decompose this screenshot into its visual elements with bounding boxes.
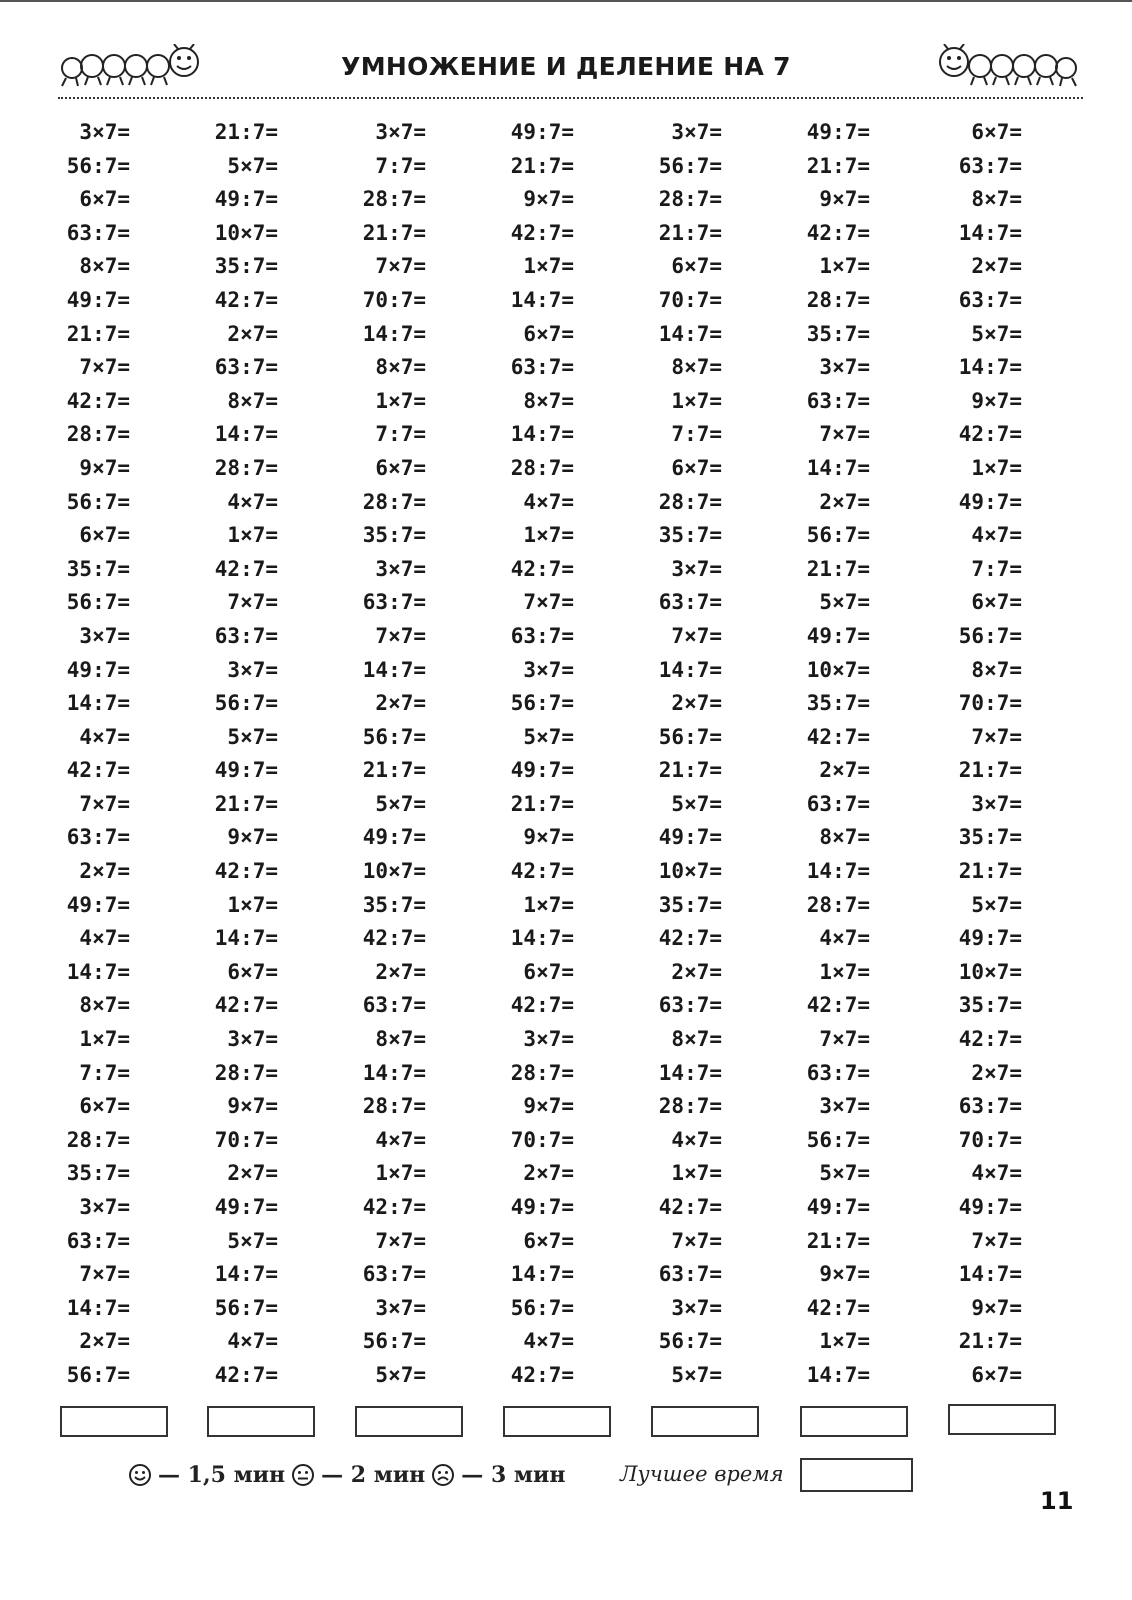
exercise-item: 49:7=: [958, 1195, 1022, 1219]
exercise-item: 63:7=: [958, 1094, 1022, 1119]
exercise-item: 3×7=: [971, 791, 1022, 816]
exercise-item: 14:7=: [362, 1060, 426, 1085]
exercise-item: 5×7=: [375, 791, 426, 816]
exercise-item: 2×7=: [971, 1060, 1022, 1085]
exercise-item: 49:7=: [362, 825, 426, 850]
exercise-item: 9×7=: [819, 1262, 870, 1287]
exercise-item: 1×7=: [375, 388, 426, 413]
exercise-item: 9×7=: [523, 187, 574, 212]
exercise-item: 2×7=: [971, 254, 1022, 279]
exercise-item: 7:7=: [671, 422, 722, 447]
exercise-item: 63:7=: [214, 623, 278, 648]
exercise-item: 49:7=: [214, 758, 278, 783]
exercise-item: 5×7=: [227, 724, 278, 749]
exercise-item: 42:7=: [658, 1195, 722, 1219]
exercise-item: 56:7=: [66, 489, 130, 514]
exercise-item: 63:7=: [658, 1262, 722, 1287]
exercise-item: 70:7=: [658, 287, 722, 312]
exercise-item: 3×7=: [671, 556, 722, 581]
exercise-item: 14:7=: [214, 926, 278, 951]
exercise-item: 5×7=: [523, 724, 574, 749]
exercise-item: 21:7=: [658, 758, 722, 783]
exercise-item: 1×7=: [819, 959, 870, 984]
exercise-item: 3×7=: [79, 623, 130, 648]
exercise-item: 14:7=: [510, 1262, 574, 1287]
exercise-item: 42:7=: [214, 993, 278, 1018]
exercise-item: 21:7=: [66, 321, 130, 346]
exercise-item: 14:7=: [362, 657, 426, 682]
exercise-item: 4×7=: [375, 1127, 426, 1152]
exercise-item: 3×7=: [819, 1094, 870, 1119]
exercise-item: 63:7=: [362, 1262, 426, 1287]
exercise-item: 49:7=: [806, 1195, 870, 1219]
exercise-item: 7×7=: [523, 590, 574, 615]
exercise-item: 14:7=: [66, 691, 130, 716]
exercise-item: 1×7=: [227, 892, 278, 917]
answer-box-7[interactable]: [948, 1404, 1056, 1435]
exercise-item: 10×7=: [658, 859, 722, 884]
exercise-item: 8×7=: [227, 388, 278, 413]
answer-box-4[interactable]: [503, 1406, 611, 1437]
exercise-item: 28:7=: [510, 1060, 574, 1085]
exercise-item: 6×7=: [971, 1362, 1022, 1387]
exercise-item: 21:7=: [510, 153, 574, 178]
exercise-item: 7×7=: [971, 724, 1022, 749]
exercise-item: 1×7=: [79, 1027, 130, 1052]
exercise-item: 56:7=: [362, 724, 426, 749]
exercise-item: 28:7=: [66, 1127, 130, 1152]
exercise-item: 9×7=: [819, 187, 870, 212]
exercise-item: 49:7=: [510, 1195, 574, 1219]
exercise-item: 14:7=: [658, 657, 722, 682]
exercise-item: 4×7=: [227, 489, 278, 514]
exercise-item: 3×7=: [79, 1195, 130, 1219]
exercise-column: [478, 116, 574, 1393]
exercise-item: 28:7=: [362, 187, 426, 212]
exercise-item: 28:7=: [658, 187, 722, 212]
neutral-time-label: — 2 мин: [321, 1462, 426, 1488]
exercise-item: 4×7=: [971, 523, 1022, 548]
time-legend: [128, 1462, 565, 1488]
exercise-item: 35:7=: [658, 523, 722, 548]
exercise-item: 63:7=: [658, 993, 722, 1018]
exercise-item: 49:7=: [510, 758, 574, 783]
exercise-item: 10×7=: [806, 657, 870, 682]
exercise-item: 7×7=: [819, 1027, 870, 1052]
exercise-item: 3×7=: [523, 657, 574, 682]
exercise-item: 49:7=: [510, 120, 574, 144]
exercise-item: 56:7=: [214, 1295, 278, 1320]
exercise-item: 14:7=: [510, 287, 574, 312]
exercise-item: 63:7=: [958, 153, 1022, 178]
exercise-item: 6×7=: [671, 254, 722, 279]
exercise-item: 1×7=: [671, 388, 722, 413]
exercise-item: 56:7=: [806, 1127, 870, 1152]
exercise-item: 2×7=: [671, 691, 722, 716]
exercise-item: 7:7=: [375, 153, 426, 178]
exercise-item: 4×7=: [523, 489, 574, 514]
header-divider: [58, 97, 1083, 99]
exercise-item: 49:7=: [806, 120, 870, 144]
exercise-column: [774, 116, 870, 1393]
exercise-item: 56:7=: [510, 1295, 574, 1320]
exercise-item: 3×7=: [523, 1027, 574, 1052]
exercise-item: 42:7=: [958, 422, 1022, 447]
exercise-item: 6×7=: [971, 120, 1022, 144]
exercise-item: 56:7=: [362, 1329, 426, 1354]
exercise-item: 9×7=: [227, 825, 278, 850]
sad-face-icon: [431, 1463, 455, 1487]
exercise-item: 42:7=: [510, 993, 574, 1018]
exercise-item: 42:7=: [958, 1027, 1022, 1052]
exercise-item: 63:7=: [66, 1228, 130, 1253]
exercise-item: 9×7=: [523, 825, 574, 850]
exercise-item: 14:7=: [658, 1060, 722, 1085]
exercise-item: 56:7=: [958, 623, 1022, 648]
exercise-item: 42:7=: [510, 220, 574, 245]
answer-box-2[interactable]: [207, 1406, 315, 1437]
exercise-item: 70:7=: [214, 1127, 278, 1152]
exercise-item: 9×7=: [523, 1094, 574, 1119]
exercise-item: 6×7=: [79, 187, 130, 212]
exercise-item: 9×7=: [971, 1295, 1022, 1320]
exercise-item: 28:7=: [214, 455, 278, 480]
exercise-item: 21:7=: [958, 859, 1022, 884]
exercise-item: 70:7=: [510, 1127, 574, 1152]
exercise-item: 4×7=: [671, 1127, 722, 1152]
exercise-item: 14:7=: [66, 959, 130, 984]
answer-box-1[interactable]: [60, 1406, 168, 1437]
happy-time-label: — 1,5 мин: [158, 1462, 286, 1488]
exercise-item: 21:7=: [214, 791, 278, 816]
exercise-item: 56:7=: [658, 724, 722, 749]
exercise-item: 7×7=: [671, 1228, 722, 1253]
exercise-item: 1×7=: [375, 1161, 426, 1186]
exercise-item: 28:7=: [362, 489, 426, 514]
exercise-item: 35:7=: [362, 892, 426, 917]
exercise-item: 8×7=: [819, 825, 870, 850]
exercise-item: 28:7=: [510, 455, 574, 480]
exercise-item: 28:7=: [214, 1060, 278, 1085]
exercise-item: 14:7=: [806, 455, 870, 480]
exercise-column: [182, 116, 278, 1393]
exercise-item: 42:7=: [362, 1195, 426, 1219]
exercise-item: 6×7=: [671, 455, 722, 480]
exercise-column: [330, 116, 426, 1393]
exercise-item: 4×7=: [971, 1161, 1022, 1186]
exercise-item: 3×7=: [375, 556, 426, 581]
exercise-item: 7×7=: [79, 791, 130, 816]
exercise-item: 14:7=: [958, 355, 1022, 380]
exercise-item: 4×7=: [819, 926, 870, 951]
page-title: УМНОЖЕНИЕ И ДЕЛЕНИЕ НА 7: [341, 52, 791, 81]
exercise-item: 70:7=: [958, 691, 1022, 716]
exercise-column: [626, 116, 722, 1393]
exercise-column: [34, 116, 130, 1393]
exercise-item: 14:7=: [958, 1262, 1022, 1287]
exercise-item: 21:7=: [806, 153, 870, 178]
exercise-item: 7×7=: [375, 623, 426, 648]
exercise-item: 14:7=: [658, 321, 722, 346]
exercise-item: 35:7=: [658, 892, 722, 917]
exercise-item: 1×7=: [819, 254, 870, 279]
exercise-item: 42:7=: [214, 556, 278, 581]
page-number: 11: [1040, 1487, 1074, 1515]
exercise-item: 4×7=: [79, 926, 130, 951]
exercise-item: 7×7=: [819, 422, 870, 447]
exercise-item: 28:7=: [658, 489, 722, 514]
exercise-item: 42:7=: [658, 926, 722, 951]
exercise-item: 1×7=: [523, 523, 574, 548]
exercise-item: 28:7=: [66, 422, 130, 447]
exercise-item: 7×7=: [375, 254, 426, 279]
exercise-item: 6×7=: [79, 1094, 130, 1119]
exercise-item: 56:7=: [658, 1329, 722, 1354]
exercise-item: 7×7=: [79, 355, 130, 380]
exercise-item: 7×7=: [671, 623, 722, 648]
exercise-item: 5×7=: [971, 321, 1022, 346]
exercise-item: 35:7=: [958, 993, 1022, 1018]
exercise-item: 21:7=: [806, 556, 870, 581]
exercise-item: 2×7=: [819, 758, 870, 783]
exercise-item: 14:7=: [214, 422, 278, 447]
exercise-item: 42:7=: [806, 993, 870, 1018]
exercise-item: 5×7=: [671, 1362, 722, 1387]
best-time-box[interactable]: [800, 1458, 913, 1492]
exercise-item: 5×7=: [819, 590, 870, 615]
exercise-item: 2×7=: [671, 959, 722, 984]
exercise-item: 63:7=: [362, 993, 426, 1018]
exercise-item: 1×7=: [523, 892, 574, 917]
exercise-item: 3×7=: [227, 657, 278, 682]
caterpillar-right-icon: [930, 44, 1080, 92]
happy-face-icon: [128, 1463, 152, 1487]
exercise-item: 8×7=: [671, 1027, 722, 1052]
exercise-item: 14:7=: [806, 859, 870, 884]
exercise-item: 3×7=: [375, 120, 426, 144]
exercise-item: 42:7=: [66, 388, 130, 413]
exercise-item: 63:7=: [958, 287, 1022, 312]
exercise-item: 5×7=: [227, 153, 278, 178]
neutral-face-icon: [291, 1463, 315, 1487]
exercise-column: [926, 116, 1022, 1393]
exercise-item: 28:7=: [806, 892, 870, 917]
exercise-item: 5×7=: [375, 1362, 426, 1387]
exercise-item: 14:7=: [806, 1362, 870, 1387]
top-border-line: [0, 0, 1132, 2]
exercise-item: 4×7=: [523, 1329, 574, 1354]
exercise-item: 28:7=: [362, 1094, 426, 1119]
exercise-item: 10×7=: [362, 859, 426, 884]
exercise-item: 5×7=: [819, 1161, 870, 1186]
exercise-item: 2×7=: [79, 859, 130, 884]
exercise-item: 49:7=: [658, 825, 722, 850]
exercise-item: 10×7=: [214, 220, 278, 245]
exercise-item: 35:7=: [214, 254, 278, 279]
exercise-item: 6×7=: [79, 523, 130, 548]
exercise-item: 21:7=: [658, 220, 722, 245]
exercise-item: 49:7=: [214, 1195, 278, 1219]
exercise-item: 35:7=: [806, 691, 870, 716]
exercise-item: 49:7=: [66, 657, 130, 682]
exercise-item: 5×7=: [227, 1228, 278, 1253]
exercise-item: 42:7=: [214, 1362, 278, 1387]
exercise-item: 14:7=: [510, 926, 574, 951]
exercise-item: 9×7=: [227, 1094, 278, 1119]
exercise-item: 2×7=: [819, 489, 870, 514]
exercise-item: 1×7=: [227, 523, 278, 548]
exercise-item: 63:7=: [806, 388, 870, 413]
exercise-item: 63:7=: [66, 220, 130, 245]
exercise-item: 42:7=: [510, 1362, 574, 1387]
exercise-item: 6×7=: [523, 1228, 574, 1253]
exercise-item: 3×7=: [819, 355, 870, 380]
exercise-item: 21:7=: [362, 758, 426, 783]
exercise-item: 14:7=: [510, 422, 574, 447]
exercise-item: 3×7=: [375, 1295, 426, 1320]
exercise-item: 7×7=: [79, 1262, 130, 1287]
exercise-item: 14:7=: [362, 321, 426, 346]
exercise-item: 42:7=: [362, 926, 426, 951]
exercise-item: 2×7=: [523, 1161, 574, 1186]
exercise-item: 42:7=: [66, 758, 130, 783]
exercise-item: 9×7=: [79, 455, 130, 480]
exercise-item: 1×7=: [671, 1161, 722, 1186]
answer-box-6[interactable]: [800, 1406, 908, 1437]
exercise-item: 56:7=: [658, 153, 722, 178]
exercise-item: 42:7=: [806, 724, 870, 749]
exercise-item: 8×7=: [79, 993, 130, 1018]
exercise-item: 2×7=: [227, 321, 278, 346]
exercise-item: 56:7=: [66, 1362, 130, 1387]
exercise-item: 9×7=: [971, 388, 1022, 413]
exercise-item: 10×7=: [958, 959, 1022, 984]
exercise-item: 1×7=: [971, 455, 1022, 480]
exercise-item: 2×7=: [375, 691, 426, 716]
exercise-item: 7:7=: [79, 1060, 130, 1085]
exercise-item: 2×7=: [227, 1161, 278, 1186]
exercise-item: 42:7=: [510, 556, 574, 581]
exercise-item: 6×7=: [971, 590, 1022, 615]
exercise-item: 6×7=: [523, 959, 574, 984]
exercise-item: 7×7=: [227, 590, 278, 615]
exercise-item: 56:7=: [806, 523, 870, 548]
exercise-item: 2×7=: [79, 1329, 130, 1354]
exercise-item: 42:7=: [214, 287, 278, 312]
exercise-item: 14:7=: [214, 1262, 278, 1287]
exercise-item: 63:7=: [806, 791, 870, 816]
exercise-item: 6×7=: [227, 959, 278, 984]
exercise-item: 63:7=: [510, 355, 574, 380]
exercise-item: 49:7=: [214, 187, 278, 212]
exercise-item: 21:7=: [214, 120, 278, 144]
exercise-item: 8×7=: [671, 355, 722, 380]
exercise-item: 28:7=: [806, 287, 870, 312]
exercise-item: 35:7=: [958, 825, 1022, 850]
exercise-item: 56:7=: [214, 691, 278, 716]
exercise-item: 28:7=: [658, 1094, 722, 1119]
exercise-item: 63:7=: [658, 590, 722, 615]
exercise-item: 3×7=: [227, 1027, 278, 1052]
exercise-item: 63:7=: [66, 825, 130, 850]
exercise-item: 70:7=: [362, 287, 426, 312]
exercise-item: 49:7=: [958, 489, 1022, 514]
exercise-item: 5×7=: [971, 892, 1022, 917]
exercise-item: 8×7=: [375, 355, 426, 380]
exercise-item: 6×7=: [375, 455, 426, 480]
answer-box-5[interactable]: [651, 1406, 759, 1437]
exercise-item: 8×7=: [79, 254, 130, 279]
exercise-item: 7×7=: [971, 1228, 1022, 1253]
exercise-item: 4×7=: [227, 1329, 278, 1354]
exercise-item: 42:7=: [806, 1295, 870, 1320]
exercise-item: 2×7=: [375, 959, 426, 984]
exercise-item: 21:7=: [958, 1329, 1022, 1354]
exercise-item: 8×7=: [971, 657, 1022, 682]
exercise-item: 8×7=: [523, 388, 574, 413]
exercise-item: 35:7=: [806, 321, 870, 346]
exercise-item: 7:7=: [971, 556, 1022, 581]
exercise-item: 1×7=: [523, 254, 574, 279]
exercise-item: 14:7=: [66, 1295, 130, 1320]
exercise-item: 35:7=: [362, 523, 426, 548]
exercise-item: 5×7=: [671, 791, 722, 816]
exercise-item: 42:7=: [510, 859, 574, 884]
exercise-item: 21:7=: [958, 758, 1022, 783]
exercise-item: 3×7=: [671, 1295, 722, 1320]
exercise-item: 63:7=: [362, 590, 426, 615]
exercise-item: 49:7=: [66, 892, 130, 917]
exercise-item: 6×7=: [523, 321, 574, 346]
best-time-label: Лучшее время: [620, 1462, 784, 1486]
exercise-item: 35:7=: [66, 1161, 130, 1186]
exercise-item: 56:7=: [66, 590, 130, 615]
exercise-item: 14:7=: [958, 220, 1022, 245]
sad-time-label: — 3 мин: [461, 1462, 566, 1488]
exercise-item: 1×7=: [819, 1329, 870, 1354]
exercise-item: 3×7=: [671, 120, 722, 144]
exercise-item: 56:7=: [510, 691, 574, 716]
answer-box-3[interactable]: [355, 1406, 463, 1437]
exercise-item: 8×7=: [375, 1027, 426, 1052]
exercise-item: 35:7=: [66, 556, 130, 581]
exercise-item: 42:7=: [214, 859, 278, 884]
exercise-item: 49:7=: [66, 287, 130, 312]
exercise-item: 4×7=: [79, 724, 130, 749]
exercise-item: 7:7=: [375, 422, 426, 447]
exercise-item: 3×7=: [79, 120, 130, 144]
exercise-item: 70:7=: [958, 1127, 1022, 1152]
exercise-item: 21:7=: [806, 1228, 870, 1253]
exercise-item: 42:7=: [806, 220, 870, 245]
exercise-item: 63:7=: [510, 623, 574, 648]
exercise-item: 49:7=: [806, 623, 870, 648]
exercise-item: 21:7=: [362, 220, 426, 245]
exercise-item: 7×7=: [375, 1228, 426, 1253]
exercise-item: 21:7=: [510, 791, 574, 816]
exercise-item: 8×7=: [971, 187, 1022, 212]
exercise-item: 49:7=: [958, 926, 1022, 951]
exercise-item: 63:7=: [806, 1060, 870, 1085]
exercise-item: 56:7=: [66, 153, 130, 178]
exercise-item: 63:7=: [214, 355, 278, 380]
